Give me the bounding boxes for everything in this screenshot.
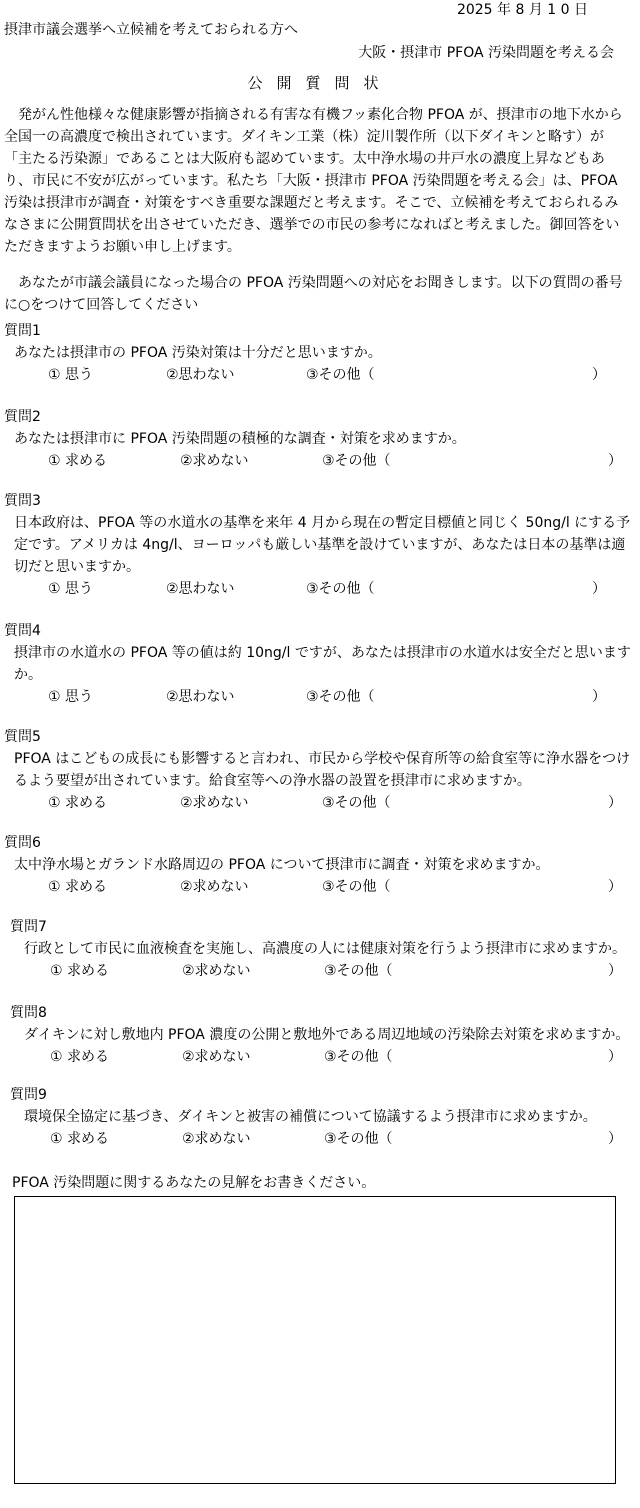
question-label: 質問3 (4, 493, 41, 509)
other-close-paren: ） (592, 689, 606, 705)
option-2[interactable]: ②思わない (166, 581, 235, 597)
question-text: 摂津市の水道水の PFOA 等の値は約 10ng/l ですが、あなたは摂津市の水道水は安全だと思いますか。 (14, 645, 631, 683)
other-close-paren: ） (608, 1131, 622, 1147)
option-3-other[interactable]: ③その他（ (324, 963, 393, 979)
answer-options (4, 450, 634, 472)
option-2[interactable]: ②求めない (180, 795, 249, 811)
question-text: PFOA はこどもの成長にも影響すると言われ、市民から学校や保育所等の給食室等に浄水器をつけるよう要望が出されています。給食室等への浄水器の設置を摂津市に求めますか。 (14, 751, 631, 789)
question-label: 質問6 (4, 835, 41, 851)
instruction-paragraph: あなたが市議会議員になった場合の PFOA 汚染問題への対応をお聞きします。以下の質問の番号に○をつけて回答してください (4, 275, 623, 313)
opinion-prompt: PFOA 汚染問題に関するあなたの見解をお書きください。 (12, 1175, 376, 1191)
answer-options (4, 876, 634, 898)
option-3-other[interactable]: ③その他（ (324, 1131, 393, 1147)
option-1[interactable]: ① 求める (50, 1049, 110, 1065)
option-2[interactable]: ②求めない (180, 879, 249, 895)
opinion-answer-box[interactable] (14, 1196, 616, 1484)
option-1[interactable]: ① 求める (48, 453, 108, 469)
question-text: あなたは摂津市に PFOA 汚染問題の積極的な調査・対策を求めますか。 (14, 431, 466, 447)
question-text: 太中浄水場とガランド水路周辺の PFOA について摂津市に調査・対策を求めますか。 (14, 857, 550, 873)
other-close-paren: ） (608, 1049, 622, 1065)
question-8 (10, 1002, 640, 1068)
question-label: 質問9 (10, 1087, 47, 1103)
other-close-paren: ） (608, 795, 622, 811)
question-6 (4, 832, 634, 898)
option-3-other[interactable]: ③その他（ (306, 689, 375, 705)
option-2[interactable]: ②求めない (182, 963, 251, 979)
option-2[interactable]: ②思わない (166, 367, 235, 383)
question-2 (4, 406, 634, 472)
answer-options (10, 960, 640, 982)
sender-organization: 大阪・摂津市 PFOA 汚染問題を考える会 (358, 45, 614, 61)
question-1 (4, 320, 634, 386)
question-text: 日本政府は、PFOA 等の水道水の基準を来年 4 月から現在の暫定目標値と同じく 50ng/l にする予定です。アメリカは 4ng/l、ヨーロッパも厳しい基準を設けていますが、あなたは日本の基準は適切だと思いますか。 (14, 515, 631, 575)
answer-options (4, 578, 634, 600)
answer-options (4, 686, 634, 708)
option-2[interactable]: ②思わない (166, 689, 235, 705)
option-3-other[interactable]: ③その他（ (306, 581, 375, 597)
question-7 (10, 916, 640, 982)
document-date: 2025 年 8 月 1 0 日 (456, 2, 588, 18)
answer-options (4, 364, 634, 386)
question-text: 環境保全協定に基づき、ダイキンと被害の補償について協議するよう摂津市に求めますか。 (24, 1109, 597, 1125)
other-close-paren: ） (592, 581, 606, 597)
question-label: 質問7 (10, 919, 47, 935)
answer-options (10, 1128, 640, 1150)
document-title: 公開質問状 (247, 74, 393, 92)
option-1[interactable]: ① 求める (50, 963, 110, 979)
option-1[interactable]: ① 求める (48, 879, 108, 895)
answer-options (10, 1046, 640, 1068)
question-3 (4, 490, 634, 600)
question-text: ダイキンに対し敷地内 PFOA 濃度の公開と敷地外である周辺地域の汚染除去対策を求めますか。 (24, 1027, 630, 1043)
question-label: 質問8 (10, 1005, 47, 1021)
question-5 (4, 726, 634, 814)
question-label: 質問4 (4, 623, 41, 639)
intro-paragraph: 発がん性他様々な健康影響が指摘される有害な有機フッ素化合物 PFOA が、摂津市の地下水から全国一の高濃度で検出されています。ダイキン工業（株）淀川製作所（以下ダイキンと略す）が「主たる汚染源」であることは大阪府も認めています。太中浄水場の井戸水の濃度上昇などもあり、市民に不安が広がっています。私たち「大阪・摂津市 PFOA 汚染問題を考える会」は、PFOA 汚染は摂津市が調査・対策をすべき重要な課題だと考えます。そこで、立候補を考えておられるみなさまに公開質問状を出させていただき、選挙での市民の参考になればと考えました。御回答をいただきますようお願い申し上げます。 (4, 107, 623, 255)
question-label: 質問1 (4, 323, 41, 339)
question-label: 質問2 (4, 409, 41, 425)
option-1[interactable]: ① 思う (48, 367, 94, 383)
other-close-paren: ） (608, 963, 622, 979)
option-3-other[interactable]: ③その他（ (322, 795, 391, 811)
question-text: 行政として市民に血液検査を実施し、高濃度の人には健康対策を行うよう摂津市に求めますか。 (24, 941, 626, 957)
question-text: あなたは摂津市の PFOA 汚染対策は十分だと思いますか。 (14, 345, 382, 361)
other-close-paren: ） (608, 879, 622, 895)
question-9 (10, 1084, 640, 1150)
option-1[interactable]: ① 求める (48, 795, 108, 811)
option-3-other[interactable]: ③その他（ (306, 367, 375, 383)
option-3-other[interactable]: ③その他（ (324, 1049, 393, 1065)
answer-options (4, 792, 634, 814)
question-label: 質問5 (4, 729, 41, 745)
other-close-paren: ） (592, 367, 606, 383)
other-close-paren: ） (608, 453, 622, 469)
addressee-line: 摂津市議会選挙へ立候補を考えておられる方へ (4, 22, 298, 38)
option-1[interactable]: ① 求める (50, 1131, 110, 1147)
option-2[interactable]: ②求めない (182, 1049, 251, 1065)
option-2[interactable]: ②求めない (180, 453, 249, 469)
option-3-other[interactable]: ③その他（ (322, 879, 391, 895)
question-4 (4, 620, 634, 708)
option-2[interactable]: ②求めない (182, 1131, 251, 1147)
option-3-other[interactable]: ③その他（ (322, 453, 391, 469)
option-1[interactable]: ① 思う (48, 689, 94, 705)
option-1[interactable]: ① 思う (48, 581, 94, 597)
